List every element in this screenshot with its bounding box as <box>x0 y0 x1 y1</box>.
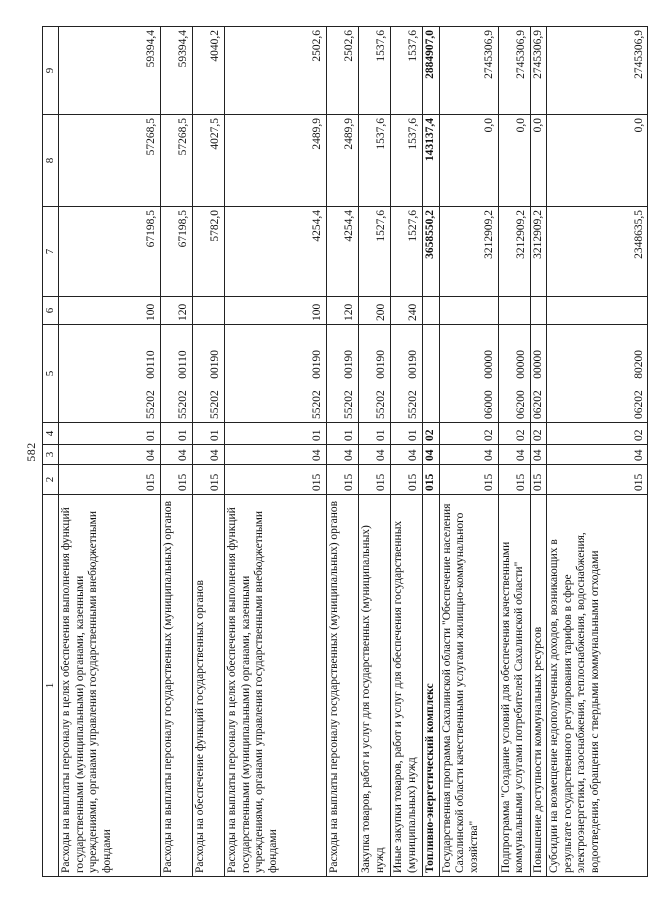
budget-table <box>42 26 648 877</box>
target-direction-code: 00000 <box>531 350 544 379</box>
header-cell: 9 <box>43 27 59 115</box>
code-section: 04 <box>358 445 390 465</box>
code-subsection: 02 <box>547 423 648 445</box>
amount-col7: 1527,6 <box>390 207 422 297</box>
amount-col9: 2884907,0 <box>422 27 439 115</box>
amount-col9: 59394,4 <box>58 27 160 115</box>
amount-col9: 2745306,9 <box>547 27 648 115</box>
target-direction-code: 00000 <box>514 350 527 379</box>
code-target-article <box>326 325 358 423</box>
header-cell: 1 <box>43 495 59 877</box>
code-section: 04 <box>439 445 498 465</box>
row-name: Государственная программа Сахалинской области "Обеспечение населения Сахалинской области качественными услугами жилищно-коммунального хозяйства" <box>439 495 498 877</box>
code-section: 04 <box>224 445 326 465</box>
table-row <box>547 27 648 877</box>
row-name: Субсидии на возмещение недополученных доходов, возникающих в результате государственного регулирования тарифов в сфере электроэнергетики, газоснабжения, теплоснабжения, водоснабжения, водоотведения, обращения с твердыми коммунальными отходами <box>547 495 648 877</box>
row-name: Расходы на обеспечение функций государственных органов <box>192 495 224 877</box>
code-subsection: 01 <box>192 423 224 445</box>
amount-col7: 4254,4 <box>224 207 326 297</box>
code-target-article <box>530 325 547 423</box>
code-target-article <box>192 325 224 423</box>
code-target-article <box>390 325 422 423</box>
code-target-article <box>160 325 192 423</box>
code-target-article <box>58 325 160 423</box>
code-admin: 015 <box>358 465 390 495</box>
code-expense-type: 240 <box>390 297 422 325</box>
amount-col9: 2745306,9 <box>530 27 547 115</box>
amount-col7: 67198,5 <box>58 207 160 297</box>
amount-col7: 4254,4 <box>326 207 358 297</box>
code-section: 04 <box>547 445 648 465</box>
amount-col9: 59394,4 <box>160 27 192 115</box>
code-subsection: 01 <box>160 423 192 445</box>
code-section: 04 <box>498 445 530 465</box>
table-row <box>160 27 192 877</box>
amount-col8: 1537,6 <box>358 115 390 207</box>
target-program-code: 06202 <box>632 390 645 419</box>
code-subsection: 01 <box>326 423 358 445</box>
code-admin: 015 <box>498 465 530 495</box>
code-admin: 015 <box>326 465 358 495</box>
target-program-code: 55202 <box>375 390 388 419</box>
target-program-code: 06202 <box>531 390 544 419</box>
code-expense-type: 120 <box>160 297 192 325</box>
code-section: 04 <box>390 445 422 465</box>
target-program-code: 55202 <box>209 390 222 419</box>
amount-col9: 1537,6 <box>390 27 422 115</box>
target-direction-code: 00190 <box>343 350 356 379</box>
row-name: Подпрограмма "Создание условий для обеспечения качественными коммунальными услугами потребителей Сахалинской области" <box>498 495 530 877</box>
amount-col7: 5782,0 <box>192 207 224 297</box>
table-row <box>224 27 326 877</box>
target-program-code: 55202 <box>343 390 356 419</box>
amount-col9: 2745306,9 <box>439 27 498 115</box>
amount-col8: 2489,9 <box>326 115 358 207</box>
header-cell: 6 <box>43 297 59 325</box>
amount-col8: 57268,5 <box>160 115 192 207</box>
table-row <box>192 27 224 877</box>
code-admin: 015 <box>58 465 160 495</box>
target-program-code: 55202 <box>145 390 158 419</box>
code-expense-type <box>530 297 547 325</box>
amount-col8: 57268,5 <box>58 115 160 207</box>
amount-col8: 143137,4 <box>422 115 439 207</box>
amount-col7: 3658550,2 <box>422 207 439 297</box>
header-cell: 3 <box>43 445 59 465</box>
code-subsection: 02 <box>439 423 498 445</box>
code-admin: 015 <box>439 465 498 495</box>
amount-col9: 4040,2 <box>192 27 224 115</box>
row-name: Расходы на выплаты персоналу в целях обеспечения выполнения функций государственными (муниципальными) органами, казенными учреждениями, органами управления государственными внебюджетными фондами <box>58 495 160 877</box>
code-subsection: 01 <box>224 423 326 445</box>
target-program-code: 55202 <box>177 390 190 419</box>
amount-col8: 2489,9 <box>224 115 326 207</box>
row-name: Закупка товаров, работ и услуг для государственных (муниципальных) нужд <box>358 495 390 877</box>
amount-col9: 1537,6 <box>358 27 390 115</box>
target-direction-code: 00190 <box>209 350 222 379</box>
table-row <box>439 27 498 877</box>
target-direction-code: 00190 <box>375 350 388 379</box>
amount-col8: 4027,5 <box>192 115 224 207</box>
code-expense-type: 120 <box>326 297 358 325</box>
row-name: Иные закупки товаров, работ и услуг для обеспечения государственных (муниципальных) нужд <box>390 495 422 877</box>
amount-col8: 0,0 <box>547 115 648 207</box>
target-direction-code: 00190 <box>407 350 420 379</box>
header-row <box>43 27 59 877</box>
code-expense-type: 100 <box>224 297 326 325</box>
code-subsection: 01 <box>358 423 390 445</box>
code-expense-type <box>498 297 530 325</box>
table-row-section <box>422 27 439 877</box>
code-subsection: 02 <box>498 423 530 445</box>
table-row <box>498 27 530 877</box>
target-program-code: 55202 <box>407 390 420 419</box>
target-direction-code: 00110 <box>145 350 158 379</box>
header-cell: 7 <box>43 207 59 297</box>
code-admin: 015 <box>192 465 224 495</box>
target-direction-code: 80200 <box>632 350 645 379</box>
code-admin: 015 <box>160 465 192 495</box>
code-target-article <box>358 325 390 423</box>
header-cell: 4 <box>43 423 59 445</box>
target-direction-code: 00110 <box>177 350 190 379</box>
code-expense-type <box>547 297 648 325</box>
header-cell: 5 <box>43 325 59 423</box>
target-direction-code: 00190 <box>311 350 324 379</box>
amount-col7: 3212909,2 <box>439 207 498 297</box>
row-name: Расходы на выплаты персоналу в целях обеспечения выполнения функций государственными (муниципальными) органами, казенными учреждениями, органами управления государственными внебюджетными фондами <box>224 495 326 877</box>
code-section: 04 <box>58 445 160 465</box>
code-section: 04 <box>422 445 439 465</box>
amount-col8: 0,0 <box>498 115 530 207</box>
target-program-code: 06200 <box>514 390 527 419</box>
amount-col8: 0,0 <box>439 115 498 207</box>
code-target-article <box>224 325 326 423</box>
code-expense-type: 200 <box>358 297 390 325</box>
target-program-code: 55202 <box>311 390 324 419</box>
rotated-content <box>22 21 645 883</box>
header-cell: 8 <box>43 115 59 207</box>
code-subsection: 02 <box>422 423 439 445</box>
code-expense-type <box>422 297 439 325</box>
code-expense-type <box>192 297 224 325</box>
target-direction-code: 00000 <box>482 350 495 379</box>
page-number: 582 <box>24 442 38 462</box>
code-expense-type: 100 <box>58 297 160 325</box>
row-name: Топливно-энергетический комплекс <box>422 495 439 877</box>
code-section: 04 <box>192 445 224 465</box>
code-target-article <box>439 325 498 423</box>
amount-col7: 2348635,5 <box>547 207 648 297</box>
amount-col9: 2502,6 <box>326 27 358 115</box>
amount-col9: 2745306,9 <box>498 27 530 115</box>
amount-col8: 1537,6 <box>390 115 422 207</box>
code-section: 04 <box>160 445 192 465</box>
target-program-code: 06000 <box>482 390 495 419</box>
code-target-article <box>498 325 530 423</box>
amount-col7: 1527,6 <box>358 207 390 297</box>
code-admin: 015 <box>390 465 422 495</box>
table-row <box>530 27 547 877</box>
code-target-article <box>422 325 439 423</box>
code-subsection: 01 <box>58 423 160 445</box>
table-row <box>58 27 160 877</box>
row-name: Повышение доступности коммунальных ресурсов <box>530 495 547 877</box>
code-target-article <box>547 325 648 423</box>
code-admin: 015 <box>422 465 439 495</box>
row-name: Расходы на выплаты персоналу государственных (муниципальных) органов <box>326 495 358 877</box>
amount-col7: 3212909,2 <box>530 207 547 297</box>
code-section: 04 <box>326 445 358 465</box>
code-admin: 015 <box>530 465 547 495</box>
code-admin: 015 <box>547 465 648 495</box>
code-subsection: 01 <box>390 423 422 445</box>
table-row <box>358 27 390 877</box>
amount-col9: 2502,6 <box>224 27 326 115</box>
amount-col8: 0,0 <box>530 115 547 207</box>
code-section: 04 <box>530 445 547 465</box>
row-name: Расходы на выплаты персоналу государственных (муниципальных) органов <box>160 495 192 877</box>
code-expense-type <box>439 297 498 325</box>
header-cell: 2 <box>43 465 59 495</box>
amount-col7: 3212909,2 <box>498 207 530 297</box>
code-subsection: 02 <box>530 423 547 445</box>
table-row <box>326 27 358 877</box>
table-row <box>390 27 422 877</box>
code-admin: 015 <box>224 465 326 495</box>
amount-col7: 67198,5 <box>160 207 192 297</box>
